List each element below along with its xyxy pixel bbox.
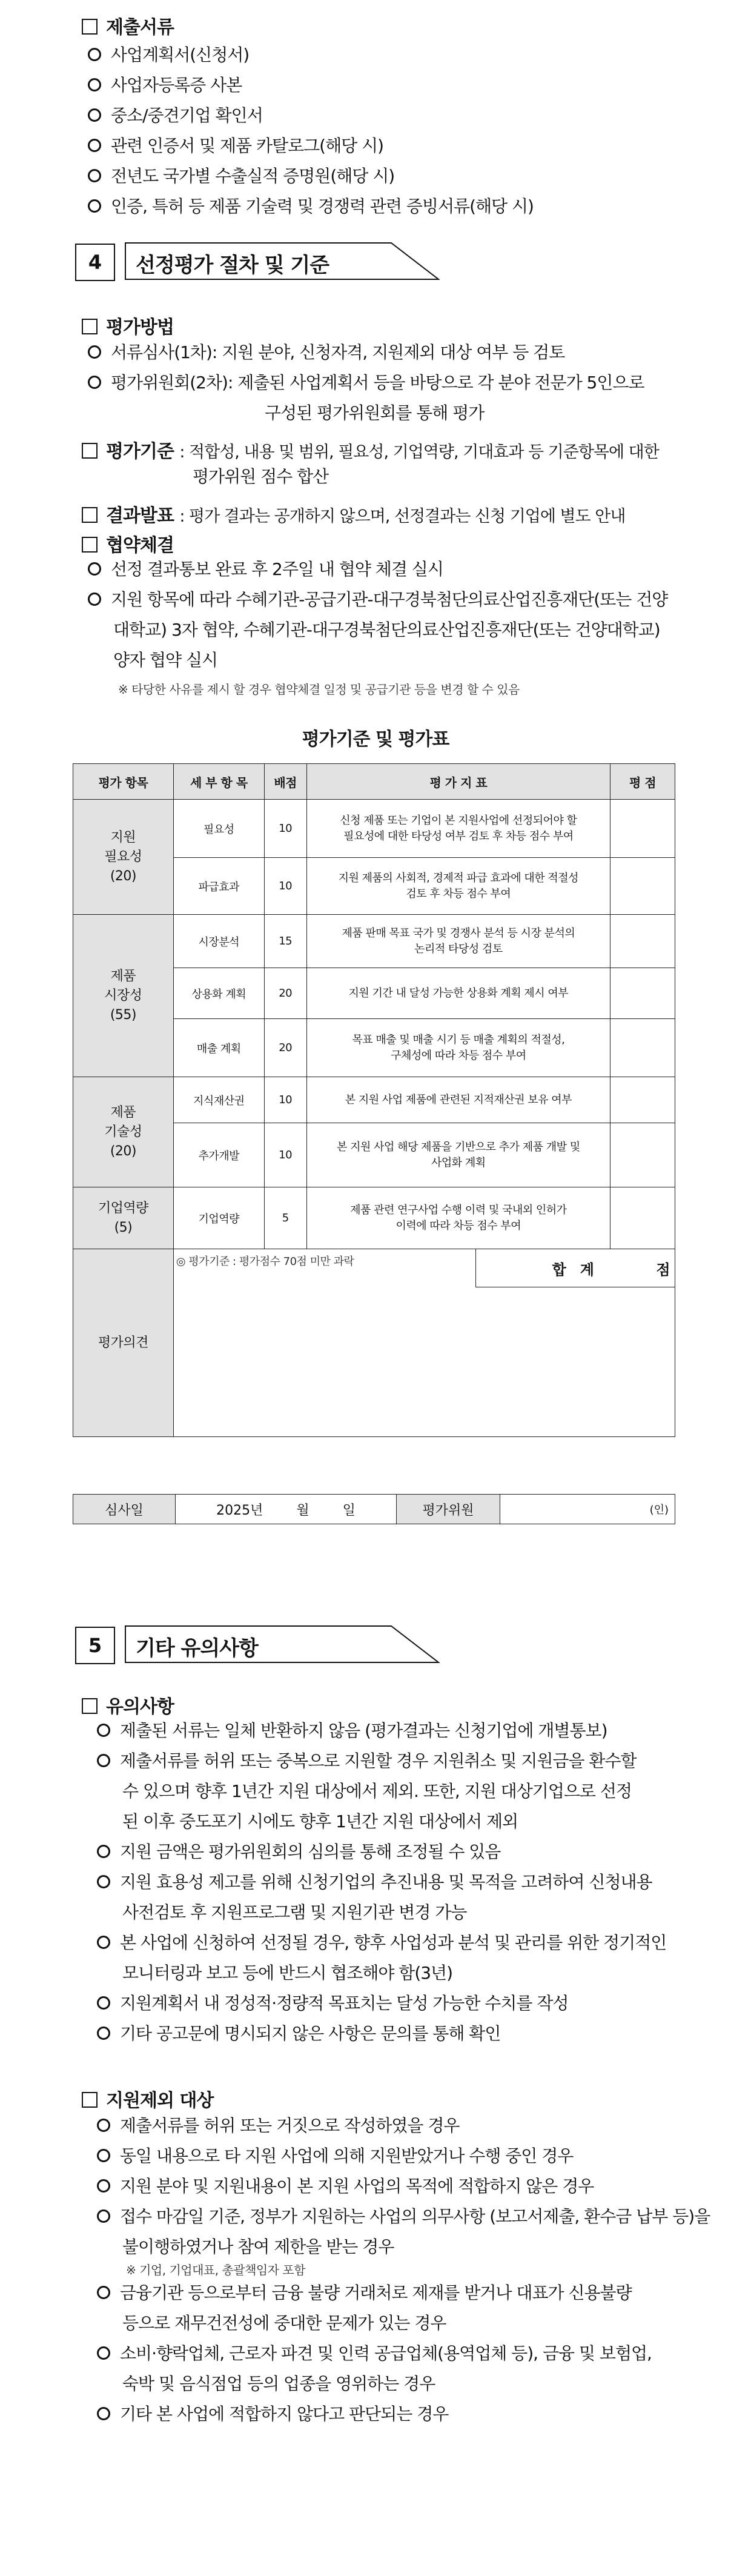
col-header: 평가 항목 — [73, 764, 174, 800]
square-icon — [82, 1698, 98, 1714]
notes-list — [97, 1716, 666, 2049]
note-cont: 사전검토 후 지원프로그램 및 지원기관 변경 가능 — [122, 1902, 467, 1922]
criteria-cont: 평가위원 점수 합산 — [193, 466, 329, 486]
note-item: 지원 금액은 평가위원회의 심의를 통해 조정될 수 있음 — [97, 1837, 666, 1867]
section-4-title: 선정평가 절차 및 기준 — [136, 253, 329, 277]
total-unit: 점 — [656, 1261, 670, 1278]
agree-cont: 대학교) 3자 협약, 수혜기관-대구경북첨단의료산업진흥재단(또는 건양대학교) — [113, 620, 660, 640]
agree-list — [88, 554, 667, 676]
rating-cell[interactable] — [610, 968, 675, 1019]
exclusion-cont: 숙박 및 음식점업 등의 업종을 영위하는 경우 — [122, 2374, 435, 2394]
agree-note: ※ 타당한 사유를 제시 할 경우 협약체결 일정 및 공급기관 등을 변경 할 수 있음 — [118, 682, 520, 697]
sub-cell: 추가개발 — [173, 1123, 264, 1187]
circle-bullet-icon — [97, 1996, 110, 2010]
opinion-label: 평가의견 — [73, 1249, 174, 1437]
judge-label: 평가위원 — [397, 1495, 500, 1524]
year: 2025년 — [216, 1502, 263, 1518]
rating-cell[interactable] — [610, 915, 675, 968]
exclusion-cont: 등으로 재무건전성에 중대한 문제가 있는 경우 — [122, 2313, 446, 2333]
col-header: 배점 — [264, 764, 306, 800]
table-row — [73, 915, 675, 968]
circle-bullet-icon — [88, 48, 101, 61]
opinion-note: ◎ 평가기준 : 평가점수 70점 미만 과락 — [176, 1255, 354, 1268]
agree-item: 선정 결과통보 완료 후 2주일 내 협약 체결 실시 — [88, 554, 667, 585]
agree-item: 지원 항목에 따라 수혜기관-공급기관-대구경북첨단의료산업진흥재단(또는 건양 — [88, 585, 667, 615]
score-cell: 10 — [264, 800, 306, 858]
opinion-cell[interactable] — [173, 1249, 675, 1437]
exclusion-note: ※ 기업, 기업대표, 총괄책임자 포함 — [126, 2263, 306, 2277]
square-icon — [82, 319, 98, 334]
exclusion-item: 접수 마감일 기준, 정부가 지원하는 사업의 의무사항 (보고서제출, 환수금 납부 등)을 — [97, 2202, 710, 2232]
indicator-cell: 목표 매출 및 매출 시기 등 매출 계획의 적절성, 구체성에 따라 차등 점수 부여 — [306, 1019, 610, 1077]
group-cell: 제품 기술성 (20) — [73, 1077, 174, 1187]
note-item: 지원 효용성 제고를 위해 신청기업의 추진내용 및 목적을 고려하여 신청내용 — [97, 1867, 666, 1897]
sub-cell: 파급효과 — [173, 858, 264, 915]
docs-item: 사업계획서(신청서) — [88, 40, 534, 70]
section-4-number: 4 — [75, 244, 115, 281]
group-cell: 지원 필요성 (20) — [73, 800, 174, 915]
circle-bullet-icon — [88, 199, 101, 213]
docs-item: 중소/중견기업 확인서 — [88, 101, 534, 131]
exclusion-item: 지원 분야 및 지원내용이 본 지원 사업의 목적에 적합하지 않은 경우 — [97, 2171, 710, 2202]
sub-cell: 상용화 계획 — [173, 968, 264, 1019]
notes-heading: 유의사항 — [82, 1691, 174, 1718]
sub-cell: 시장분석 — [173, 915, 264, 968]
agree-cont: 양자 협약 실시 — [113, 650, 218, 670]
exclusion-item: 동일 내용으로 타 지원 사업에 의해 지원받았거나 수행 중인 경우 — [97, 2141, 710, 2171]
rating-cell[interactable] — [610, 1077, 675, 1123]
docs-list — [88, 40, 534, 222]
group-cell: 제품 시장성 (55) — [73, 915, 174, 1077]
method-item: 평가위원회(2차): 제출된 사업계획서 등을 바탕으로 각 분야 전문가 5인으로 — [88, 368, 644, 398]
circle-bullet-icon — [97, 1724, 110, 1737]
agree-heading: 협약체결 — [82, 530, 174, 557]
note-item: 제출서류를 허위 또는 중복으로 지원할 경우 지원취소 및 지원금을 환수할 — [97, 1746, 666, 1776]
square-icon — [82, 19, 98, 35]
docs-item: 사업자등록증 사본 — [88, 70, 534, 101]
total-label: 합 계 — [552, 1261, 594, 1278]
exclusion-heading: 지원제외 대상 — [82, 2085, 213, 2112]
evaluation-table — [73, 763, 675, 1437]
circle-bullet-icon — [88, 139, 101, 152]
square-icon — [82, 2092, 98, 2108]
sign-table — [73, 1494, 675, 1524]
score-cell: 10 — [264, 1123, 306, 1187]
indicator-cell: 지원 기간 내 달성 가능한 상용화 계획 제시 여부 — [306, 968, 610, 1019]
note-cont: 된 이후 중도포기 시에도 향후 1년간 지원 대상에서 제외 — [122, 1811, 518, 1831]
circle-bullet-icon — [88, 78, 101, 91]
exclusion-list — [97, 2111, 710, 2429]
rating-cell[interactable] — [610, 800, 675, 858]
section-5-number: 5 — [75, 1627, 115, 1664]
table-row — [73, 1077, 675, 1123]
total-box — [475, 1249, 675, 1287]
exclusion-item: 제출서류를 허위 또는 거짓으로 작성하였을 경우 — [97, 2111, 710, 2141]
exclusion-item: 기타 본 사업에 적합하지 않다고 판단되는 경우 — [97, 2399, 710, 2429]
method-item-cont: 구성된 평가위원회를 통해 평가 — [265, 403, 485, 423]
circle-bullet-icon — [88, 345, 101, 359]
circle-bullet-icon — [97, 1875, 110, 1888]
note-item: 기타 공고문에 명시되지 않은 사항은 문의를 통해 확인 — [97, 2019, 666, 2049]
circle-bullet-icon — [88, 593, 101, 606]
note-item: 제출된 서류는 일체 반환하지 않음 (평가결과는 신청기업에 개별통보) — [97, 1716, 666, 1746]
section-5-title: 기타 유의사항 — [136, 1636, 258, 1661]
docs-heading — [82, 12, 174, 39]
indicator-cell: 본 지원 사업 해당 제품을 기반으로 추가 제품 개발 및 사업화 계획 — [306, 1123, 610, 1187]
sub-cell: 매출 계획 — [173, 1019, 264, 1077]
method-list — [88, 337, 644, 428]
rating-cell[interactable] — [610, 1123, 675, 1187]
rating-cell[interactable] — [610, 858, 675, 915]
circle-bullet-icon — [88, 376, 101, 389]
docs-item: 전년도 국가별 수출실적 증명원(해당 시) — [88, 161, 534, 191]
col-header: 평 가 지 표 — [306, 764, 610, 800]
circle-bullet-icon — [88, 108, 101, 122]
col-header: 세 부 항 목 — [173, 764, 264, 800]
circle-bullet-icon — [97, 2149, 110, 2162]
criteria-text: : 적합성, 내용 및 범위, 필요성, 기업역량, 기대효과 등 기준항목에 대한 — [179, 443, 659, 462]
opinion-row — [73, 1249, 675, 1437]
circle-bullet-icon — [97, 2346, 110, 2360]
judge-signature-cell[interactable] — [500, 1495, 675, 1524]
result-heading: 결과발표 : 평가 결과는 공개하지 않으며, 선정결과는 신청 기업에 별도 안내 — [82, 500, 625, 527]
docs-item: 관련 인증서 및 제품 카탈로그(해당 시) — [88, 131, 534, 161]
table-header-row — [73, 764, 675, 800]
score-cell: 10 — [264, 858, 306, 915]
indicator-cell: 제품 판매 목표 국가 및 경쟁사 분석 등 시장 분석의 논리적 타당성 검토 — [306, 915, 610, 968]
group-cell: 기업역량 (5) — [73, 1187, 174, 1249]
date-label: 심사일 — [73, 1495, 176, 1524]
indicator-cell: 제품 관련 연구사업 수행 이력 및 국내외 인허가 이력에 따라 차등 점수 부여 — [306, 1187, 610, 1249]
circle-bullet-icon — [97, 2119, 110, 2132]
docs-item: 인증, 특허 등 제품 기술력 및 경쟁력 관련 증빙서류(해당 시) — [88, 191, 534, 222]
method-item: 서류심사(1차): 지원 분야, 신청자격, 지원제외 대상 여부 등 검토 — [88, 337, 644, 368]
criteria-heading: 평가기준 : 적합성, 내용 및 범위, 필요성, 기업역량, 기대효과 등 기준항목에 대한 — [82, 436, 659, 463]
circle-bullet-icon — [97, 2286, 110, 2299]
note-item: 지원계획서 내 정성적·정량적 목표치는 달성 가능한 수치를 작성 — [97, 1988, 666, 2019]
circle-bullet-icon — [88, 169, 101, 182]
sub-cell: 지식재산권 — [173, 1077, 264, 1123]
method-heading: 평가방법 — [82, 312, 174, 339]
circle-bullet-icon — [97, 1936, 110, 1949]
table-row — [73, 800, 675, 858]
score-cell: 20 — [264, 968, 306, 1019]
indicator-cell: 지원 제품의 사회적, 경제적 파급 효과에 대한 적절성 검토 후 차등 점수 부여 — [306, 858, 610, 915]
date-cell[interactable] — [176, 1495, 397, 1524]
table-caption: 평가기준 및 평가표 — [302, 729, 449, 750]
exclusion-cont: 불이행하였거나 참여 제한을 받는 경우 — [122, 2237, 394, 2257]
note-item: 본 사업에 신청하여 선정될 경우, 향후 사업성과 분석 및 관리를 위한 정기적인 — [97, 1928, 666, 1958]
note-cont: 모니터링과 보고 등에 반드시 협조해야 함(3년) — [122, 1963, 453, 1983]
sub-cell: 기업역량 — [173, 1187, 264, 1249]
score-cell: 5 — [264, 1187, 306, 1249]
month: 월 — [296, 1502, 309, 1518]
sub-cell: 필요성 — [173, 800, 264, 858]
score-cell: 10 — [264, 1077, 306, 1123]
circle-bullet-icon — [97, 2209, 110, 2223]
circle-bullet-icon — [97, 1754, 110, 1767]
day: 일 — [342, 1502, 356, 1518]
table-row — [73, 1187, 675, 1249]
square-icon — [82, 507, 98, 523]
section-5-title-box — [125, 1625, 440, 1663]
square-icon — [82, 443, 98, 459]
circle-bullet-icon — [97, 1845, 110, 1858]
exclusion-item: 금융기관 등으로부터 금융 불량 거래처로 제재를 받거나 대표가 신용불량 — [97, 2278, 710, 2308]
section-4-title-box — [125, 242, 440, 280]
circle-bullet-icon — [97, 2027, 110, 2040]
square-icon — [82, 537, 98, 553]
score-cell: 15 — [264, 915, 306, 968]
docs-title: 제출서류 — [106, 17, 174, 38]
indicator-cell: 신청 제품 또는 기업이 본 지원사업에 선정되어야 할 필요성에 대한 타당성 여부 검토 후 차등 점수 부여 — [306, 800, 610, 858]
rating-cell[interactable] — [610, 1019, 675, 1077]
circle-bullet-icon — [88, 562, 101, 576]
indicator-cell: 본 지원 사업 제품에 관련된 지적재산권 보유 여부 — [306, 1077, 610, 1123]
circle-bullet-icon — [97, 2407, 110, 2420]
rating-cell[interactable] — [610, 1187, 675, 1249]
exclusion-item: 소비·향락업체, 근로자 파견 및 인력 공급업체(용역업체 등), 금융 및 보험업, — [97, 2339, 710, 2369]
col-header: 평 점 — [610, 764, 675, 800]
circle-bullet-icon — [97, 2179, 110, 2193]
result-text: : 평가 결과는 공개하지 않으며, 선정결과는 신청 기업에 별도 안내 — [179, 507, 626, 526]
score-cell: 20 — [264, 1019, 306, 1077]
note-cont: 수 있으며 향후 1년간 지원 대상에서 제외. 또한, 지원 대상기업으로 선정 — [122, 1781, 632, 1801]
seal-text: (인) — [649, 1504, 669, 1516]
